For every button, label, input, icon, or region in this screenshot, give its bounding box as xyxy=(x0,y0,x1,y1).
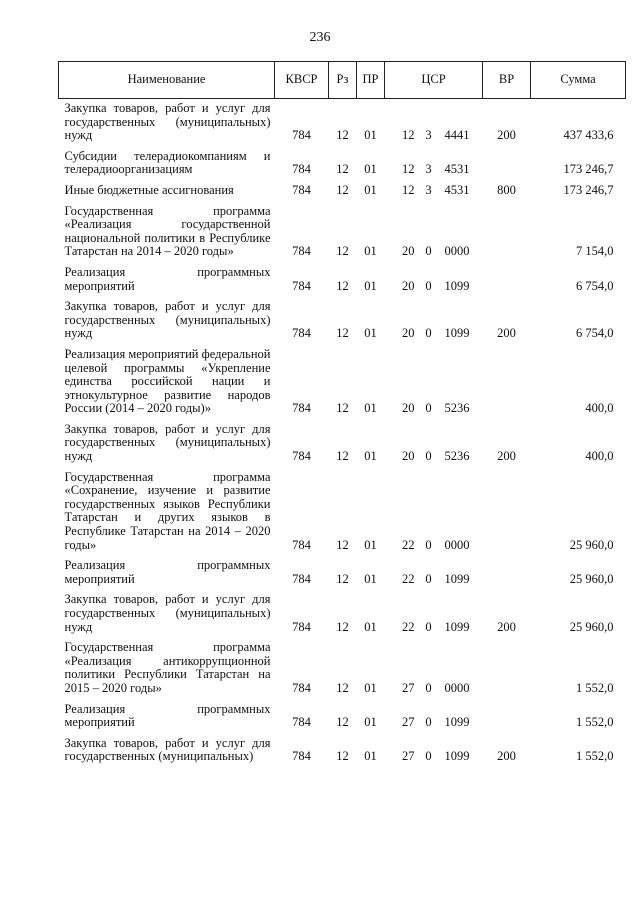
cell-csr-program: 20 xyxy=(402,449,415,464)
cell-sum: 1 552,0 xyxy=(576,749,614,764)
table-row xyxy=(59,266,626,300)
table-row xyxy=(59,150,626,184)
cell-csr-program: 20 xyxy=(402,278,415,293)
cell-kvsr: 784 xyxy=(292,278,311,293)
header-kvsr: КВСР xyxy=(275,62,329,99)
cell-kvsr: 784 xyxy=(292,537,311,552)
cell-vr: 800 xyxy=(497,182,516,197)
cell-pr: 01 xyxy=(364,680,377,695)
cell-csr-direction: 0000 xyxy=(444,537,470,552)
cell-csr-subprogram: 3 xyxy=(425,162,432,177)
cell-vr xyxy=(483,641,531,702)
header-rz: Рз xyxy=(329,62,357,99)
cell-csr-direction: 4531 xyxy=(444,182,470,197)
cell-vr: 200 xyxy=(497,326,516,341)
cell-csr-program: 22 xyxy=(402,537,415,552)
cell-kvsr: 784 xyxy=(292,619,311,634)
cell-rz: 12 xyxy=(336,749,349,764)
cell-name: Иные бюджетные ассигнования xyxy=(64,182,234,197)
cell-sum: 437 433,6 xyxy=(563,128,614,143)
cell-rz: 12 xyxy=(336,244,349,259)
cell-csr-program: 20 xyxy=(402,326,415,341)
cell-pr: 01 xyxy=(364,182,377,197)
cell-rz: 12 xyxy=(336,128,349,143)
cell-pr: 01 xyxy=(364,715,377,730)
cell-sum: 25 960,0 xyxy=(569,537,614,552)
cell-vr xyxy=(483,348,531,423)
cell-name: Государственная программа «Реализация антикоррупционной политики Республики Татарстан на 2015 – 2020 годы» xyxy=(64,640,271,695)
table-row xyxy=(59,471,626,560)
cell-csr-direction: 0000 xyxy=(444,680,470,695)
cell-vr xyxy=(483,559,531,593)
cell-pr: 01 xyxy=(364,401,377,416)
cell-csr-program: 20 xyxy=(402,244,415,259)
cell-csr-program: 27 xyxy=(402,749,415,764)
table-row xyxy=(59,423,626,471)
cell-name: Реализация программных мероприятий xyxy=(64,264,271,293)
cell-csr-subprogram: 0 xyxy=(425,619,432,634)
cell-csr-subprogram: 3 xyxy=(425,128,432,143)
cell-pr: 01 xyxy=(364,619,377,634)
cell-sum: 6 754,0 xyxy=(576,326,614,341)
cell-kvsr: 784 xyxy=(292,571,311,586)
cell-csr-program: 12 xyxy=(402,162,415,177)
cell-sum: 173 246,7 xyxy=(563,162,614,177)
cell-kvsr: 784 xyxy=(292,244,311,259)
table-body xyxy=(59,99,626,771)
cell-pr: 01 xyxy=(364,571,377,586)
page-number: 236 xyxy=(309,30,331,45)
cell-sum: 400,0 xyxy=(585,401,614,416)
cell-csr-direction: 0000 xyxy=(444,244,470,259)
cell-csr-subprogram: 0 xyxy=(425,715,432,730)
cell-kvsr: 784 xyxy=(292,326,311,341)
cell-sum: 1 552,0 xyxy=(576,715,614,730)
cell-sum: 1 552,0 xyxy=(576,680,614,695)
table-row xyxy=(59,559,626,593)
table-row xyxy=(59,737,626,771)
cell-kvsr: 784 xyxy=(292,182,311,197)
cell-name: Государственная программа «Реализация государственной национальной политики в Республике Татарстан на 2014 – 2020 годы» xyxy=(64,203,271,259)
budget-table xyxy=(58,61,626,771)
cell-csr-subprogram: 0 xyxy=(425,244,432,259)
cell-csr-program: 22 xyxy=(402,619,415,634)
cell-sum: 173 246,7 xyxy=(563,182,614,197)
cell-csr-subprogram: 0 xyxy=(425,326,432,341)
cell-csr-program: 12 xyxy=(402,182,415,197)
cell-csr-direction: 1099 xyxy=(444,749,470,764)
header-pr: ПР xyxy=(357,62,385,99)
cell-vr xyxy=(483,703,531,737)
cell-kvsr: 784 xyxy=(292,749,311,764)
cell-name: Закупка товаров, работ и услуг для государственных (муниципальных) нужд xyxy=(64,592,271,634)
table-row xyxy=(59,641,626,702)
cell-csr-direction: 5236 xyxy=(444,401,470,416)
cell-name: Реализация программных мероприятий xyxy=(64,701,271,730)
cell-rz: 12 xyxy=(336,571,349,586)
cell-sum: 400,0 xyxy=(585,449,614,464)
cell-vr: 200 xyxy=(497,619,516,634)
cell-kvsr: 784 xyxy=(292,401,311,416)
cell-rz: 12 xyxy=(336,715,349,730)
header-name: Наименование xyxy=(59,62,275,99)
cell-csr-subprogram: 3 xyxy=(425,182,432,197)
cell-sum: 25 960,0 xyxy=(569,571,614,586)
cell-pr: 01 xyxy=(364,326,377,341)
cell-kvsr: 784 xyxy=(292,680,311,695)
cell-vr: 200 xyxy=(497,749,516,764)
cell-rz: 12 xyxy=(336,326,349,341)
cell-name: Закупка товаров, работ и услуг для государственных (муниципальных) xyxy=(64,735,271,764)
table-row xyxy=(59,300,626,348)
cell-sum: 6 754,0 xyxy=(576,278,614,293)
cell-vr xyxy=(483,205,531,266)
cell-pr: 01 xyxy=(364,537,377,552)
cell-rz: 12 xyxy=(336,619,349,634)
cell-csr-program: 27 xyxy=(402,715,415,730)
cell-kvsr: 784 xyxy=(292,715,311,730)
cell-csr-subprogram: 0 xyxy=(425,449,432,464)
cell-vr xyxy=(483,471,531,560)
cell-csr-program: 12 xyxy=(402,128,415,143)
table-row xyxy=(59,184,626,205)
cell-pr: 01 xyxy=(364,128,377,143)
cell-pr: 01 xyxy=(364,278,377,293)
cell-rz: 12 xyxy=(336,680,349,695)
cell-name: Закупка товаров, работ и услуг для государственных (муниципальных) нужд xyxy=(64,421,271,464)
table-row xyxy=(59,205,626,266)
cell-csr-direction: 4531 xyxy=(444,162,470,177)
cell-csr-subprogram: 0 xyxy=(425,401,432,416)
cell-pr: 01 xyxy=(364,162,377,177)
cell-csr-program: 22 xyxy=(402,571,415,586)
header-vr: ВР xyxy=(483,62,531,99)
cell-rz: 12 xyxy=(336,401,349,416)
cell-kvsr: 784 xyxy=(292,449,311,464)
table-row xyxy=(59,593,626,641)
cell-csr-direction: 1099 xyxy=(444,715,470,730)
cell-vr: 200 xyxy=(497,449,516,464)
cell-rz: 12 xyxy=(336,162,349,177)
cell-rz: 12 xyxy=(336,537,349,552)
cell-csr-subprogram: 0 xyxy=(425,571,432,586)
cell-rz: 12 xyxy=(336,182,349,197)
cell-vr: 200 xyxy=(497,128,516,143)
cell-csr-subprogram: 0 xyxy=(425,680,432,695)
cell-vr xyxy=(483,150,531,184)
cell-csr-direction: 1099 xyxy=(444,571,470,586)
table-row xyxy=(59,99,626,150)
cell-csr-subprogram: 0 xyxy=(425,278,432,293)
cell-name: Закупка товаров, работ и услуг для государственных (муниципальных) нужд xyxy=(64,101,271,143)
cell-csr-direction: 1099 xyxy=(444,326,470,341)
cell-name: Государственная программа «Сохранение, изучение и развитие государственных языков Республики Татарстан и других языков в Республике Татарстан на 2014 – 2020 годы» xyxy=(64,469,271,552)
header-sum: Сумма xyxy=(531,62,626,99)
cell-rz: 12 xyxy=(336,278,349,293)
cell-kvsr: 784 xyxy=(292,128,311,143)
cell-csr-subprogram: 0 xyxy=(425,749,432,764)
cell-name: Реализация мероприятий федеральной целевой программы «Укрепление единства российской нации и этнокультурное развитие народов России (2014 – 2020 годы)» xyxy=(64,346,271,416)
cell-kvsr: 784 xyxy=(292,162,311,177)
cell-csr-program: 20 xyxy=(402,401,415,416)
cell-csr-direction: 1099 xyxy=(444,278,470,293)
table-header-row xyxy=(59,62,626,99)
cell-pr: 01 xyxy=(364,244,377,259)
cell-name: Реализация программных мероприятий xyxy=(64,558,271,586)
cell-csr-direction: 5236 xyxy=(444,449,470,464)
cell-pr: 01 xyxy=(364,449,377,464)
cell-pr: 01 xyxy=(364,749,377,764)
cell-name: Закупка товаров, работ и услуг для государственных (муниципальных) нужд xyxy=(64,299,271,341)
table-row xyxy=(59,703,626,737)
header-csr: ЦСР xyxy=(385,62,483,99)
cell-csr-program: 27 xyxy=(402,680,415,695)
cell-name: Субсидии телерадиокомпаниям и телерадиоорганизациям xyxy=(64,148,271,177)
cell-csr-direction: 4441 xyxy=(444,128,470,143)
cell-csr-direction: 1099 xyxy=(444,619,470,634)
cell-vr xyxy=(483,266,531,300)
cell-sum: 25 960,0 xyxy=(569,619,614,634)
cell-rz: 12 xyxy=(336,449,349,464)
cell-csr-subprogram: 0 xyxy=(425,537,432,552)
cell-sum: 7 154,0 xyxy=(576,244,614,259)
table-row xyxy=(59,348,626,423)
